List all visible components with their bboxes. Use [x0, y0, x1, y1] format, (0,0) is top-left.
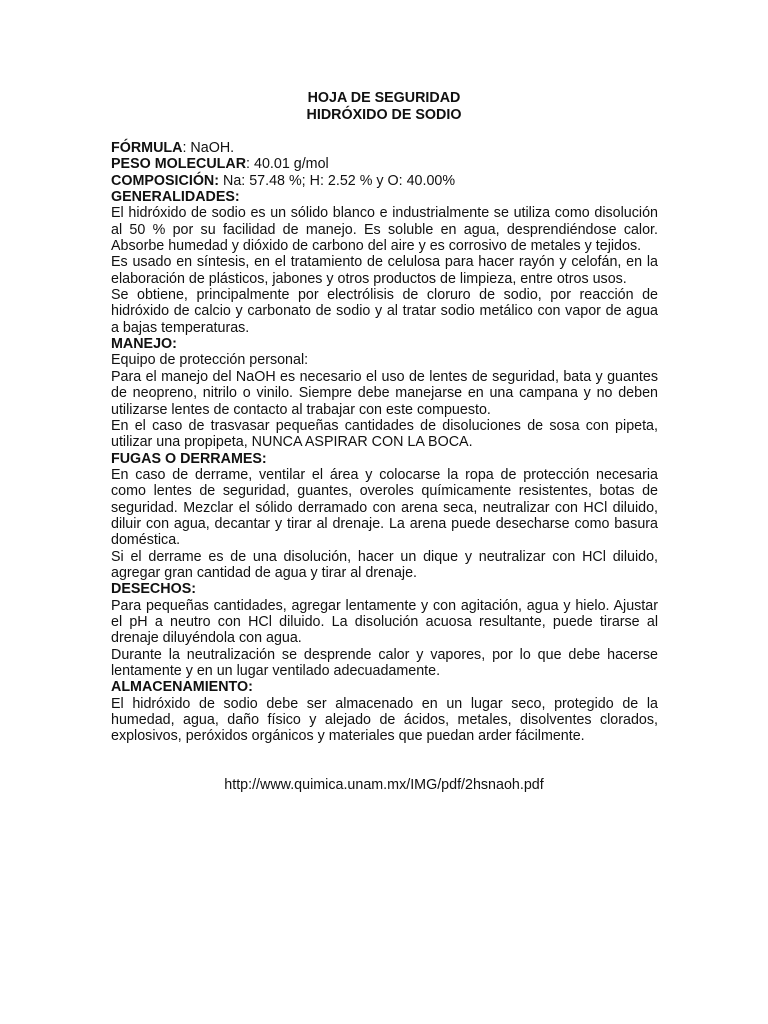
fugas-paragraph-2: Si el derrame es de una disolución, hacer un dique y neutralizar con HCl diluido, agregar gran cantidad de agua y tirar al drenaje.: [111, 548, 658, 581]
formula-line: [111, 140, 658, 156]
fugas-paragraph-1: En caso de derrame, ventilar el área y colocarse la ropa de protección necesaria como lentes de seguridad, guantes, overoles químicamente resistentes, botas de seguridad. Mezclar el sólido derramado con arena seca, neutralizar con HCl diluido, diluir con agua, decantar y tirar al drenaje. La arena puede desecharse como basura doméstica.: [111, 466, 658, 549]
formula-value: : NaOH.: [182, 140, 235, 156]
document-subtitle: HIDRÓXIDO DE SODIO: [306, 107, 462, 123]
manejo-paragraph-3: En el caso de trasvasar pequeñas cantidades de disoluciones de sosa con pipeta, utilizar una propipeta, NUNCA ASPIRAR CON LA BOCA.: [111, 417, 658, 451]
generalidades-paragraph-2: Es usado en síntesis, en el tratamiento de celulosa para hacer rayón y celofán, en la elaboración de plásticos, jabones y otros productos de limpieza, entre otros usos.: [111, 254, 658, 287]
section-heading-generalidades: GENERALIDADES:: [111, 189, 240, 206]
desechos-paragraph-1: Para pequeñas cantidades, agregar lentamente y con agitación, agua y hielo. Ajustar el pH a neutro con HCl diluido. La disolución acuosa resultante, puede tirarse al drenaje diluyéndola con agua.: [111, 597, 658, 647]
molecular-weight-label: PESO MOLECULAR: [111, 156, 247, 173]
generalidades-paragraph-3: Se obtiene, principalmente por electrólisis de cloruro de sodio, por reacción de hidróxido de calcio y carbonato de sodio y al tratar sodio metálico con vapor de agua a bajas temperaturas.: [111, 287, 658, 336]
section-heading-manejo: MANEJO:: [111, 336, 177, 353]
section-heading-desechos: DESECHOS:: [111, 581, 196, 598]
manejo-paragraph-1: Equipo de protección personal:: [111, 352, 309, 369]
source-url: http://www.quimica.unam.mx/IMG/pdf/2hsnaoh.pdf: [224, 777, 544, 793]
generalidades-paragraph-1: El hidróxido de sodio es un sólido blanco e industrialmente se utiliza como disolución al 50 % por su facilidad de manejo. Es soluble en agua, desprendiéndose calor. Absorbe humedad y dióxido de carbono del aire y es corrosivo de metales y tejidos.: [111, 205, 658, 255]
document-body: [111, 140, 658, 745]
document-title: HOJA DE SEGURIDAD: [307, 90, 461, 106]
document-header: [0, 90, 768, 124]
section-heading-fugas: FUGAS O DERRAMES:: [111, 450, 267, 467]
molecular-weight-value: : 40.01 g/mol: [246, 156, 329, 173]
almacenamiento-paragraph-1: El hidróxido de sodio debe ser almacenado en un lugar seco, protegido de la humedad, agua, daño físico y alejado de ácidos, metales, disolventes clorados, explosivos, peróxidos orgánicos y materiales que puedan arder fácilmente.: [111, 695, 658, 745]
composition-label: COMPOSICIÓN:: [111, 172, 220, 189]
composition-value: Na: 57.48 %; H: 2.52 % y O: 40.00%: [219, 172, 456, 189]
desechos-paragraph-2: Durante la neutralización se desprende calor y vapores, por lo que debe hacerse lentamente y en un lugar ventilado adecuadamente.: [111, 646, 658, 679]
section-heading-almacenamiento: ALMACENAMIENTO:: [111, 679, 253, 696]
composition-line: [111, 173, 658, 189]
molecular-weight-line: [111, 156, 658, 172]
manejo-paragraph-2: Para el manejo del NaOH es necesario el uso de lentes de seguridad, bata y guantes de neopreno, nitrilo o vinilo. Siempre debe manejarse en una campana y no deben utilizarse lentes de contacto al trabajar con este compuesto.: [111, 368, 658, 418]
formula-label: FÓRMULA: [111, 140, 183, 156]
